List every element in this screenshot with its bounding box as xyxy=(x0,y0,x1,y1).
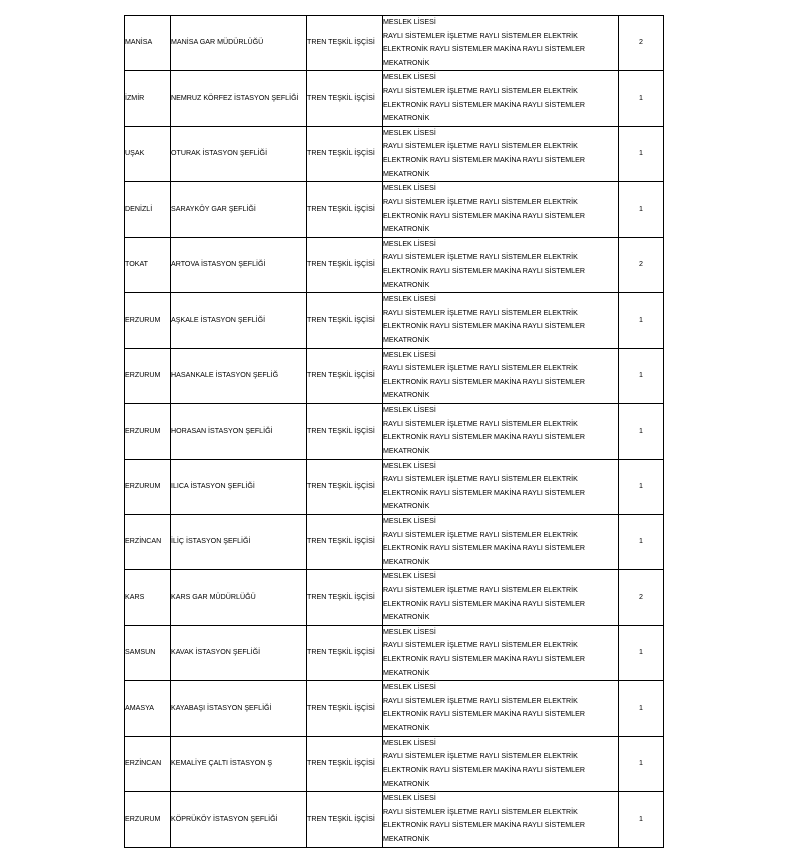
unit-text: KAYABAŞI İSTASYON ŞEFLİĞİ xyxy=(171,703,272,712)
province-text: ERZURUM xyxy=(125,481,161,490)
qualification-line: ELEKTRONİK RAYLI SİSTEMLER MAKİNA RAYLI SİSTEMLER xyxy=(383,322,585,331)
province-text: ERZİNCAN xyxy=(125,537,162,546)
cell-unit xyxy=(171,237,307,292)
province-text: ERZURUM xyxy=(125,814,161,823)
cell-quantity xyxy=(619,182,664,237)
cell-quantity xyxy=(619,459,664,514)
table-row xyxy=(125,459,664,514)
qualification-line: ELEKTRONİK RAYLI SİSTEMLER MAKİNA RAYLI SİSTEMLER xyxy=(383,266,585,275)
qualification-line: MESLEK LİSESİ xyxy=(383,738,436,747)
unit-text: SARAYKÖY GAR ŞEFLİĞİ xyxy=(171,204,256,213)
cell-unit xyxy=(171,570,307,625)
quantity-text: 1 xyxy=(639,648,643,657)
qualification-line: ELEKTRONİK RAYLI SİSTEMLER MAKİNA RAYLI SİSTEMLER xyxy=(383,821,585,830)
quantity-text: 1 xyxy=(639,204,643,213)
table-row xyxy=(125,625,664,680)
cell-job-title xyxy=(307,293,383,348)
cell-qualifications xyxy=(383,514,619,569)
cell-job-title xyxy=(307,570,383,625)
cell-qualifications xyxy=(383,237,619,292)
cell-qualifications xyxy=(383,681,619,736)
unit-text: NEMRUZ KÖRFEZ İSTASYON ŞEFLİĞİ xyxy=(171,93,299,102)
qualification-line: MEKATRONİK xyxy=(383,114,430,123)
cell-province xyxy=(125,459,171,514)
qualification-line: MEKATRONİK xyxy=(383,557,430,566)
unit-text: ILICA İSTASYON ŞEFLİĞİ xyxy=(171,481,255,490)
cell-unit xyxy=(171,182,307,237)
qualification-line: MESLEK LİSESİ xyxy=(383,73,436,82)
qualification-line: ELEKTRONİK RAYLI SİSTEMLER MAKİNA RAYLI SİSTEMLER xyxy=(383,156,585,165)
qualification-line: MESLEK LİSESİ xyxy=(383,461,436,470)
cell-province xyxy=(125,625,171,680)
unit-text: KAVAK İSTASYON ŞEFLİĞİ xyxy=(171,648,261,657)
qualification-line: RAYLI SİSTEMLER İŞLETME RAYLI SİSTEMLER ELEKTRİK xyxy=(383,585,578,594)
unit-text: OTURAK İSTASYON ŞEFLİĞİ xyxy=(171,149,268,158)
cell-unit xyxy=(171,625,307,680)
qualification-line: RAYLI SİSTEMLER İŞLETME RAYLI SİSTEMLER ELEKTRİK xyxy=(383,364,578,373)
table-row xyxy=(125,681,664,736)
qualification-line: MEKATRONİK xyxy=(383,668,430,677)
qualification-line: MEKATRONİK xyxy=(383,502,430,511)
cell-quantity xyxy=(619,16,664,71)
table-row xyxy=(125,348,664,403)
quantity-text: 1 xyxy=(639,149,643,158)
cell-province xyxy=(125,792,171,847)
province-text: İZMİR xyxy=(125,93,145,102)
province-text: AMASYA xyxy=(125,703,155,712)
qualification-line: RAYLI SİSTEMLER İŞLETME RAYLI SİSTEMLER ELEKTRİK xyxy=(383,419,578,428)
qualification-line: MESLEK LİSESİ xyxy=(383,516,436,525)
qualification-line: ELEKTRONİK RAYLI SİSTEMLER MAKİNA RAYLI SİSTEMLER xyxy=(383,599,585,608)
qualification-line: RAYLI SİSTEMLER İŞLETME RAYLI SİSTEMLER ELEKTRİK xyxy=(383,308,578,317)
qualification-line: ELEKTRONİK RAYLI SİSTEMLER MAKİNA RAYLI SİSTEMLER xyxy=(383,544,585,553)
cell-quantity xyxy=(619,514,664,569)
qualification-line: MESLEK LİSESİ xyxy=(383,683,436,692)
quantity-text: 1 xyxy=(639,315,643,324)
cell-qualifications xyxy=(383,71,619,126)
qualification-line: MEKATRONİK xyxy=(383,724,430,733)
cell-qualifications xyxy=(383,404,619,459)
unit-text: KEMALİYE ÇALTI İSTASYON Ş xyxy=(171,759,273,768)
quantity-text: 1 xyxy=(639,93,643,102)
unit-text: AŞKALE İSTASYON ŞEFLİĞİ xyxy=(171,315,266,324)
qualification-line: RAYLI SİSTEMLER İŞLETME RAYLI SİSTEMLER ELEKTRİK xyxy=(383,253,578,262)
qualification-line: MEKATRONİK xyxy=(383,58,430,67)
table-row xyxy=(125,293,664,348)
province-text: DENİZLİ xyxy=(125,204,153,213)
qualification-line: MEKATRONİK xyxy=(383,391,430,400)
cell-quantity xyxy=(619,71,664,126)
job-title-text: TREN TEŞKİL İŞÇİSİ xyxy=(307,93,375,102)
cell-quantity xyxy=(619,792,664,847)
cell-unit xyxy=(171,792,307,847)
qualification-line: ELEKTRONİK RAYLI SİSTEMLER MAKİNA RAYLI SİSTEMLER xyxy=(383,100,585,109)
cell-job-title xyxy=(307,681,383,736)
quantity-text: 1 xyxy=(639,426,643,435)
job-title-text: TREN TEŞKİL İŞÇİSİ xyxy=(307,371,375,380)
cell-quantity xyxy=(619,570,664,625)
qualification-line: RAYLI SİSTEMLER İŞLETME RAYLI SİSTEMLER ELEKTRİK xyxy=(383,752,578,761)
job-title-text: TREN TEŞKİL İŞÇİSİ xyxy=(307,315,375,324)
cell-unit xyxy=(171,514,307,569)
qualification-line: MESLEK LİSESİ xyxy=(383,627,436,636)
job-title-text: TREN TEŞKİL İŞÇİSİ xyxy=(307,260,375,269)
cell-qualifications xyxy=(383,625,619,680)
table-row xyxy=(125,126,664,181)
qualification-line: MEKATRONİK xyxy=(383,446,430,455)
qualification-line: MESLEK LİSESİ xyxy=(383,128,436,137)
quantity-text: 1 xyxy=(639,481,643,490)
quantity-text: 1 xyxy=(639,537,643,546)
cell-job-title xyxy=(307,625,383,680)
job-title-text: TREN TEŞKİL İŞÇİSİ xyxy=(307,204,375,213)
qualification-line: RAYLI SİSTEMLER İŞLETME RAYLI SİSTEMLER ELEKTRİK xyxy=(383,87,578,96)
qualification-line: RAYLI SİSTEMLER İŞLETME RAYLI SİSTEMLER ELEKTRİK xyxy=(383,31,578,40)
qualification-line: ELEKTRONİK RAYLI SİSTEMLER MAKİNA RAYLI SİSTEMLER xyxy=(383,710,585,719)
province-text: SAMSUN xyxy=(125,648,156,657)
job-title-text: TREN TEŞKİL İŞÇİSİ xyxy=(307,592,375,601)
unit-text: İLİÇ İSTASYON ŞEFLİĞİ xyxy=(171,537,251,546)
cell-qualifications xyxy=(383,348,619,403)
qualification-line: ELEKTRONİK RAYLI SİSTEMLER MAKİNA RAYLI SİSTEMLER xyxy=(383,45,585,54)
cell-job-title xyxy=(307,404,383,459)
cell-unit xyxy=(171,736,307,791)
cell-job-title xyxy=(307,736,383,791)
unit-text: MANİSA GAR MÜDÜRLÜĞÜ xyxy=(171,38,264,47)
qualification-line: MESLEK LİSESİ xyxy=(383,572,436,581)
unit-text: KÖPRÜKÖY İSTASYON ŞEFLİĞİ xyxy=(171,814,278,823)
qualification-line: MESLEK LİSESİ xyxy=(383,794,436,803)
cell-unit xyxy=(171,71,307,126)
province-text: ERZURUM xyxy=(125,315,161,324)
cell-qualifications xyxy=(383,126,619,181)
cell-qualifications xyxy=(383,792,619,847)
table-row xyxy=(125,514,664,569)
cell-province xyxy=(125,293,171,348)
cell-province xyxy=(125,348,171,403)
cell-unit xyxy=(171,126,307,181)
cell-job-title xyxy=(307,459,383,514)
province-text: UŞAK xyxy=(125,149,145,158)
qualification-line: RAYLI SİSTEMLER İŞLETME RAYLI SİSTEMLER ELEKTRİK xyxy=(383,696,578,705)
job-listing-table xyxy=(124,15,664,848)
qualification-line: MESLEK LİSESİ xyxy=(383,406,436,415)
cell-province xyxy=(125,16,171,71)
job-title-text: TREN TEŞKİL İŞÇİSİ xyxy=(307,481,375,490)
table-row xyxy=(125,16,664,71)
job-title-text: TREN TEŞKİL İŞÇİSİ xyxy=(307,648,375,657)
cell-job-title xyxy=(307,126,383,181)
qualification-line: RAYLI SİSTEMLER İŞLETME RAYLI SİSTEMLER ELEKTRİK xyxy=(383,142,578,151)
cell-job-title xyxy=(307,514,383,569)
province-text: ERZİNCAN xyxy=(125,759,162,768)
cell-quantity xyxy=(619,625,664,680)
province-text: ERZURUM xyxy=(125,371,161,380)
unit-text: KARS GAR MÜDÜRLÜĞÜ xyxy=(171,592,256,601)
cell-job-title xyxy=(307,237,383,292)
province-text: MANİSA xyxy=(125,38,153,47)
qualification-line: ELEKTRONİK RAYLI SİSTEMLER MAKİNA RAYLI SİSTEMLER xyxy=(383,377,585,386)
cell-province xyxy=(125,182,171,237)
cell-unit xyxy=(171,16,307,71)
job-title-text: TREN TEŞKİL İŞÇİSİ xyxy=(307,38,375,47)
cell-province xyxy=(125,681,171,736)
cell-job-title xyxy=(307,792,383,847)
cell-quantity xyxy=(619,348,664,403)
cell-job-title xyxy=(307,182,383,237)
qualification-line: MESLEK LİSESİ xyxy=(383,295,436,304)
job-title-text: TREN TEŞKİL İŞÇİSİ xyxy=(307,814,375,823)
job-title-text: TREN TEŞKİL İŞÇİSİ xyxy=(307,149,375,158)
table-row xyxy=(125,237,664,292)
quantity-text: 2 xyxy=(639,38,643,47)
qualification-line: MEKATRONİK xyxy=(383,834,430,843)
cell-unit xyxy=(171,681,307,736)
cell-unit xyxy=(171,348,307,403)
unit-text: ARTOVA İSTASYON ŞEFLİĞİ xyxy=(171,260,266,269)
qualification-line: ELEKTRONİK RAYLI SİSTEMLER MAKİNA RAYLI SİSTEMLER xyxy=(383,655,585,664)
cell-province xyxy=(125,570,171,625)
qualification-line: MEKATRONİK xyxy=(383,169,430,178)
job-title-text: TREN TEŞKİL İŞÇİSİ xyxy=(307,759,375,768)
quantity-text: 1 xyxy=(639,814,643,823)
table-row xyxy=(125,570,664,625)
cell-qualifications xyxy=(383,736,619,791)
qualification-line: RAYLI SİSTEMLER İŞLETME RAYLI SİSTEMLER ELEKTRİK xyxy=(383,530,578,539)
unit-text: HASANKALE İSTASYON ŞEFLİĞ xyxy=(171,371,279,380)
qualification-line: MESLEK LİSESİ xyxy=(383,184,436,193)
qualification-line: RAYLI SİSTEMLER İŞLETME RAYLI SİSTEMLER ELEKTRİK xyxy=(383,197,578,206)
table-row xyxy=(125,182,664,237)
cell-unit xyxy=(171,404,307,459)
qualification-line: MEKATRONİK xyxy=(383,779,430,788)
cell-province xyxy=(125,514,171,569)
table-row xyxy=(125,71,664,126)
province-text: TOKAT xyxy=(125,260,148,269)
cell-quantity xyxy=(619,126,664,181)
cell-quantity xyxy=(619,404,664,459)
qualification-line: ELEKTRONİK RAYLI SİSTEMLER MAKİNA RAYLI SİSTEMLER xyxy=(383,211,585,220)
qualification-line: MEKATRONİK xyxy=(383,613,430,622)
cell-qualifications xyxy=(383,16,619,71)
cell-qualifications xyxy=(383,459,619,514)
qualification-line: ELEKTRONİK RAYLI SİSTEMLER MAKİNA RAYLI SİSTEMLER xyxy=(383,765,585,774)
cell-qualifications xyxy=(383,293,619,348)
qualification-line: RAYLI SİSTEMLER İŞLETME RAYLI SİSTEMLER ELEKTRİK xyxy=(383,807,578,816)
cell-job-title xyxy=(307,71,383,126)
job-title-text: TREN TEŞKİL İŞÇİSİ xyxy=(307,537,375,546)
qualification-line: RAYLI SİSTEMLER İŞLETME RAYLI SİSTEMLER ELEKTRİK xyxy=(383,475,578,484)
job-title-text: TREN TEŞKİL İŞÇİSİ xyxy=(307,703,375,712)
qualification-line: MEKATRONİK xyxy=(383,225,430,234)
table-row xyxy=(125,736,664,791)
unit-text: HORASAN İSTASYON ŞEFLİĞİ xyxy=(171,426,273,435)
cell-province xyxy=(125,71,171,126)
qualification-line: MEKATRONİK xyxy=(383,336,430,345)
province-text: KARS xyxy=(125,592,145,601)
cell-job-title xyxy=(307,348,383,403)
quantity-text: 1 xyxy=(639,371,643,380)
qualification-line: MESLEK LİSESİ xyxy=(383,350,436,359)
cell-province xyxy=(125,404,171,459)
cell-province xyxy=(125,237,171,292)
qualification-line: ELEKTRONİK RAYLI SİSTEMLER MAKİNA RAYLI SİSTEMLER xyxy=(383,433,585,442)
cell-province xyxy=(125,126,171,181)
quantity-text: 1 xyxy=(639,759,643,768)
qualification-line: MESLEK LİSESİ xyxy=(383,18,436,26)
qualification-line: MEKATRONİK xyxy=(383,280,430,289)
cell-quantity xyxy=(619,237,664,292)
table-body xyxy=(125,16,664,848)
cell-unit xyxy=(171,459,307,514)
job-title-text: TREN TEŞKİL İŞÇİSİ xyxy=(307,426,375,435)
cell-quantity xyxy=(619,681,664,736)
qualification-line: ELEKTRONİK RAYLI SİSTEMLER MAKİNA RAYLI SİSTEMLER xyxy=(383,488,585,497)
cell-quantity xyxy=(619,293,664,348)
quantity-text: 2 xyxy=(639,260,643,269)
cell-quantity xyxy=(619,736,664,791)
quantity-text: 1 xyxy=(639,703,643,712)
table-row xyxy=(125,792,664,847)
table-row xyxy=(125,404,664,459)
province-text: ERZURUM xyxy=(125,426,161,435)
cell-qualifications xyxy=(383,182,619,237)
cell-unit xyxy=(171,293,307,348)
cell-job-title xyxy=(307,16,383,71)
qualification-line: MESLEK LİSESİ xyxy=(383,239,436,248)
qualification-line: RAYLI SİSTEMLER İŞLETME RAYLI SİSTEMLER ELEKTRİK xyxy=(383,641,578,650)
cell-qualifications xyxy=(383,570,619,625)
quantity-text: 2 xyxy=(639,592,643,601)
cell-province xyxy=(125,736,171,791)
